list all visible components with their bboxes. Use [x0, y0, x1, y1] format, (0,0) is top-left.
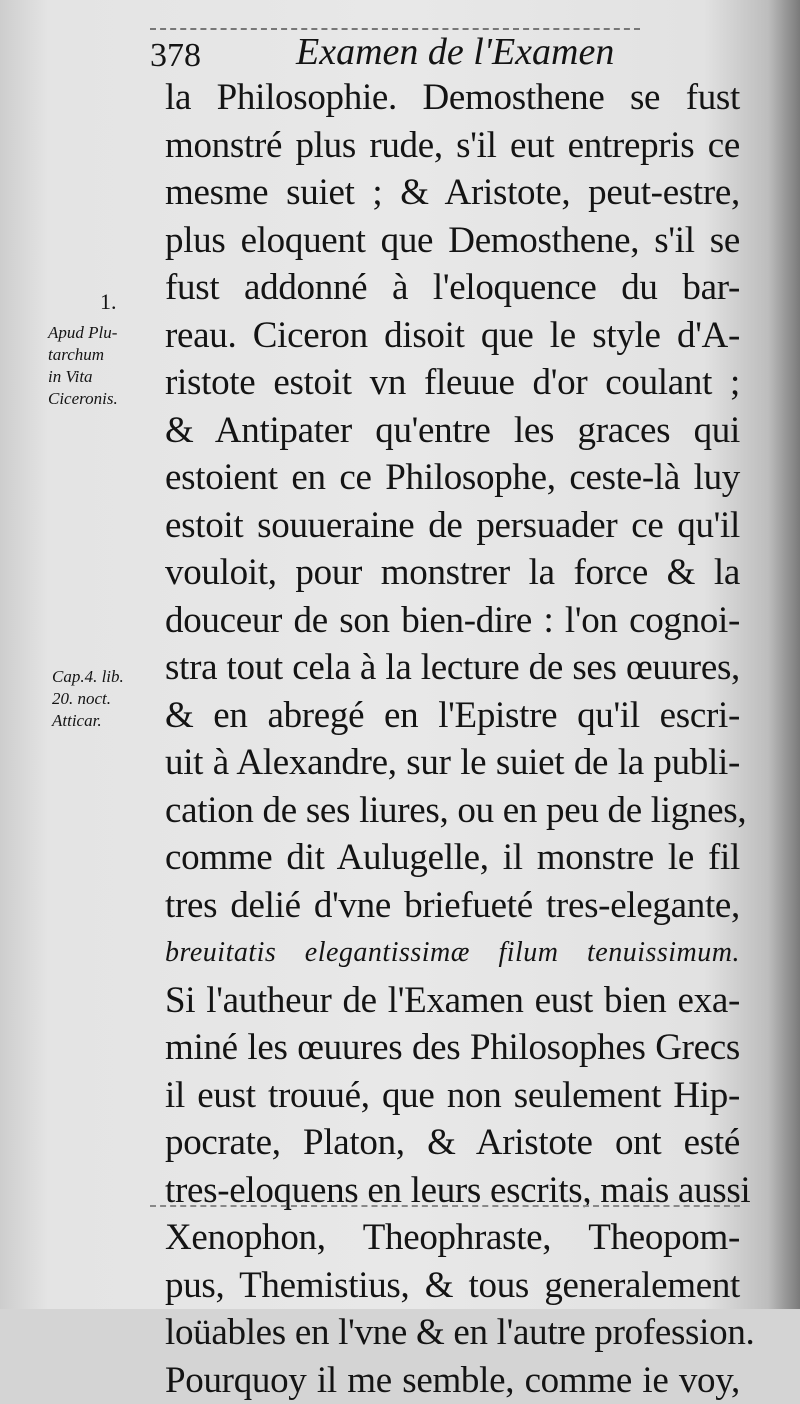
marginal-line: Ciceronis.: [48, 388, 118, 410]
marginal-note-plutarch: [48, 322, 118, 410]
text-line: Si l'autheur de l'Examen eust bien exa-: [165, 977, 740, 1025]
running-head: Examen de l'Examen: [296, 30, 614, 74]
bottom-rule: [150, 1205, 740, 1207]
text-line: cation de ses liures, ou en peu de lignes,: [165, 787, 740, 835]
text-line: estoient en ce Philosophe, ceste-là luy: [165, 454, 740, 502]
marginal-note-mark: 1.: [100, 290, 117, 314]
marginal-line: 20. noct.: [52, 688, 124, 710]
text-line: monstré plus rude, s'il eut entrepris ce: [165, 122, 740, 170]
text-line: stra tout cela à la lecture de ses œuures,: [165, 644, 740, 692]
text-line: uit à Alexandre, sur le suiet de la publi-: [165, 739, 740, 787]
latin-quotation-line: breuitatis elegantissimæ filum tenuissimum.: [165, 929, 740, 977]
text-line: il eust trouué, que non seulement Hip-: [165, 1072, 740, 1120]
text-line: la Philosophie. Demosthene se fust: [165, 74, 740, 122]
text-line: ristote estoit vn fleuue d'or coulant ;: [165, 359, 740, 407]
text-line: comme dit Aulugelle, il monstre le fil: [165, 834, 740, 882]
marginal-line: Atticar.: [52, 710, 124, 732]
text-line: estoit souueraine de persuader ce qu'il: [165, 502, 740, 550]
marginal-line: in Vita: [48, 366, 118, 388]
text-line: fust addonné à l'eloquence du bar-: [165, 264, 740, 312]
text-line: vouloit, pour monstrer la force & la: [165, 549, 740, 597]
text-line: douceur de son bien-dire : l'on cognoi-: [165, 597, 740, 645]
text-line: tres delié d'vne briefueté tres-elegante,: [165, 882, 740, 930]
text-line: & en abregé en l'Epistre qu'il escri-: [165, 692, 740, 740]
text-line: pocrate, Platon, & Aristote ont esté: [165, 1119, 740, 1167]
text-line: mesme suiet ; & Aristote, peut-estre,: [165, 169, 740, 217]
text-line: loüables en l'vne & en l'autre profession.: [165, 1309, 740, 1357]
text-line: Pourquoy il me semble, comme ie voy,: [165, 1357, 740, 1404]
marginal-note-gellius: [52, 666, 124, 732]
text-line: tres-eloquens en leurs escrits, mais aussi: [165, 1167, 740, 1215]
page-number: 378: [150, 36, 201, 76]
text-line: & Antipater qu'entre les graces qui: [165, 407, 740, 455]
text-line: pus, Themistius, & tous generalement: [165, 1262, 740, 1310]
text-line: Xenophon, Theophraste, Theopom-: [165, 1214, 740, 1262]
marginal-line: tarchum: [48, 344, 118, 366]
marginal-line: Apud Plu-: [48, 322, 118, 344]
text-line: miné les œuures des Philosophes Grecs: [165, 1024, 740, 1072]
text-line: plus eloquent que Demosthene, s'il se: [165, 217, 740, 265]
marginal-line: Cap.4. lib.: [52, 666, 124, 688]
text-line: reau. Ciceron disoit que le style d'A-: [165, 312, 740, 360]
